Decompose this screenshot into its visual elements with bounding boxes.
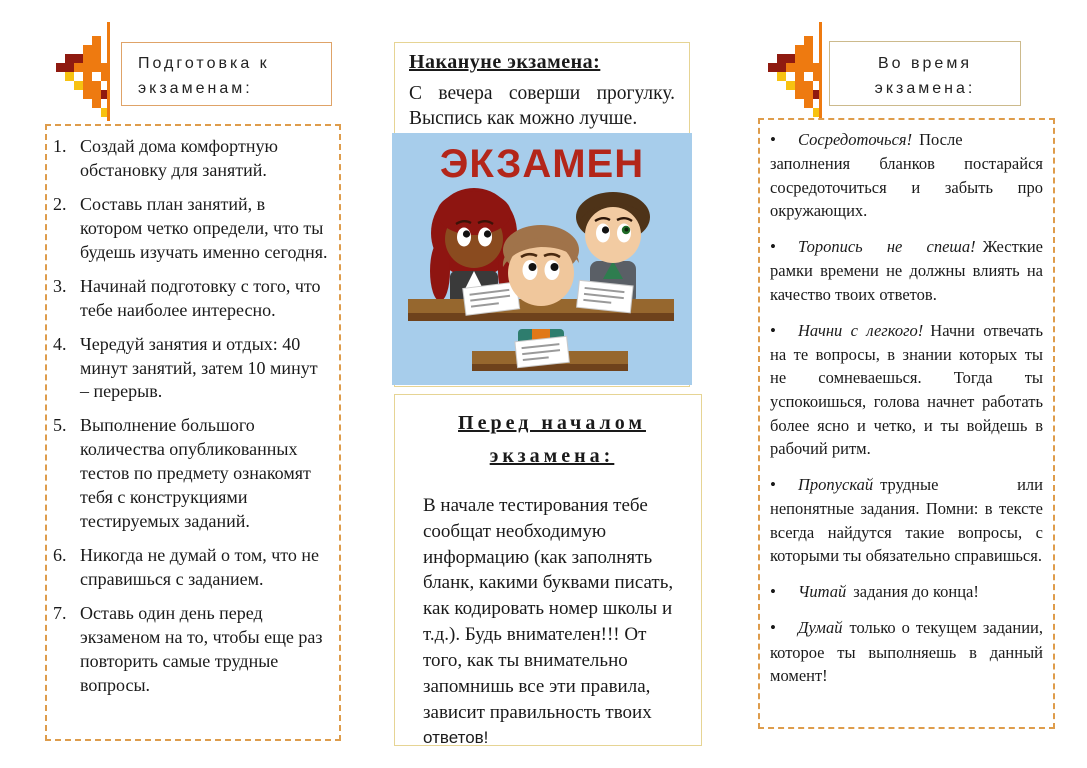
right-panel xyxy=(758,118,1055,729)
item-text: Начинай подготовку с того, что тебе наиболее интересно. xyxy=(80,275,321,320)
item-lead: Думай xyxy=(798,618,843,638)
item-text: Создай дома комфортную обстановку для занятий. xyxy=(80,136,278,180)
bullet-icon: • xyxy=(770,237,776,257)
right-panel-title xyxy=(829,41,1021,106)
item-text: Начни отвечать на те вопросы, в знании которых ты не сомневаешься. Тогда ты успокоишься, голова начнет работать более ясно и четко, и ты войдешь в рабочий ритм. xyxy=(770,320,1043,459)
item-text: Составь план занятий, в котором четко определи, что ты будешь изучать именно сегодня. xyxy=(80,193,328,262)
item-number: 1. xyxy=(53,136,67,156)
bullet-icon: • xyxy=(770,474,776,494)
list-item xyxy=(53,544,331,592)
item-lead: Начни с легкого! xyxy=(798,320,924,340)
before-exam-body: В начале тестирования тебе сообщат необходимую информацию (как заполнять бланк, какими буквами писать, как кодировать номер школы и т.д.). Будь внимателен!!! От того, как ты внимательно запомнишь все эти правила, зависит правильность твоих xyxy=(423,495,674,723)
pixel-art-decoration-icon xyxy=(768,36,822,117)
item-text: Выполнение большого количества опубликованных тестов по предмету ознакомят тебя с конструкциями тестируемых заданий. xyxy=(80,415,311,532)
item-text: Чередуй занятия и отдых: 40 минут занятий, затем 10 минут – перерыв. xyxy=(80,333,318,402)
item-number: 5. xyxy=(53,415,67,436)
left-panel xyxy=(45,124,341,741)
bullet-icon: • xyxy=(770,320,776,340)
list-item xyxy=(770,128,1043,223)
vertical-accent-line xyxy=(819,22,822,121)
list-item xyxy=(53,275,331,323)
bullet-icon: • xyxy=(770,581,776,601)
before-exam-title: Перед началом экзамена: xyxy=(458,412,646,467)
eve-of-exam-title: Накануне экзамена: xyxy=(409,51,601,73)
vertical-accent-line xyxy=(107,22,110,121)
item-text: только о текущем задании, которое ты выполняешь в данный момент! xyxy=(770,618,1043,686)
list-item xyxy=(53,193,331,265)
list-item xyxy=(770,473,1043,568)
item-number: 6. xyxy=(53,545,67,566)
list-item xyxy=(53,602,331,698)
exam-illustration xyxy=(392,133,692,385)
item-text: Оставь один день перед экзаменом на то, чтобы еще раз повторить самые трудные вопросы. xyxy=(80,602,323,695)
before-exam-section xyxy=(394,394,702,746)
eve-of-exam-section xyxy=(394,42,690,387)
item-lead: Сосредоточься! xyxy=(798,130,913,149)
pixel-art-decoration-icon xyxy=(56,36,110,117)
bullet-icon: • xyxy=(770,618,776,638)
bullet-icon: • xyxy=(770,130,776,149)
exam-caption: ЭКЗАМЕН xyxy=(439,142,645,186)
left-panel-title xyxy=(121,42,332,106)
left-panel-title-text: Подготовка к экзаменам: xyxy=(138,55,270,97)
preparation-list xyxy=(53,135,331,698)
before-exam-body-tail: ответов! xyxy=(423,728,489,748)
before-exam-text xyxy=(423,493,681,751)
list-item xyxy=(53,414,331,534)
item-text: трудные или непонятные задания. Помни: в тексте всегда найдутся такие вопросы, с которыми ты обязательно справишься. xyxy=(770,474,1043,566)
list-item xyxy=(770,319,1043,461)
item-text: Никогда не думай о том, что не справишься с заданием. xyxy=(80,545,320,589)
list-item xyxy=(770,580,1043,604)
item-text: задания до конца! xyxy=(853,581,979,601)
list-item xyxy=(53,135,331,183)
item-text: Жесткие рамки времени не должны влиять на качество твоих ответов. xyxy=(770,237,1043,304)
item-number: 3. xyxy=(53,275,67,296)
list-item xyxy=(53,333,331,405)
right-panel-title-text: Во время экзамена: xyxy=(874,55,976,97)
item-text: После заполнения бланков постарайся сосредоточиться и забыть про окружающих. xyxy=(770,130,1043,221)
item-lead: Читай xyxy=(798,581,847,601)
item-number: 4. xyxy=(53,333,67,354)
list-item xyxy=(770,235,1043,306)
list-item xyxy=(770,616,1043,687)
item-number: 7. xyxy=(53,602,67,623)
eve-of-exam-text: С вечера соверши прогулку. Выспись как можно лучше. xyxy=(409,83,675,130)
item-number: 2. xyxy=(53,193,67,214)
item-lead: Торопись не спеша! xyxy=(798,237,976,257)
item-lead: Пропускай xyxy=(798,474,874,494)
